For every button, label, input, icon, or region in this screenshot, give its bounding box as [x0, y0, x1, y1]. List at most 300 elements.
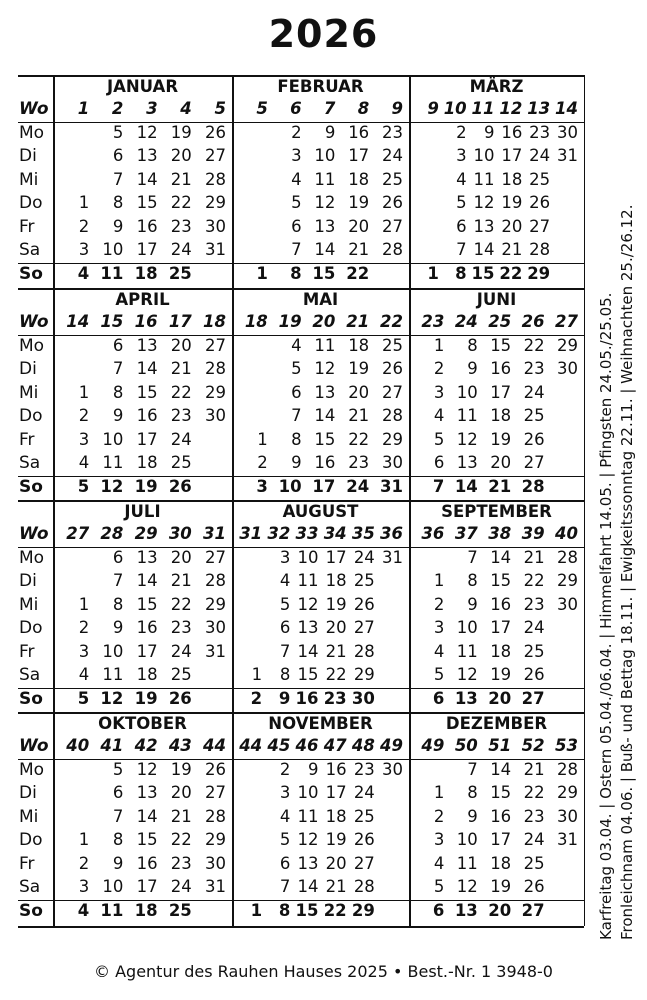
day-date: 17: [348, 146, 370, 165]
day-date: 28: [529, 240, 551, 259]
sunday-date: 11: [100, 900, 124, 920]
weekday-label: Wo: [19, 312, 49, 332]
day-date: 4: [291, 335, 302, 355]
week-number: 7: [323, 99, 336, 118]
week-number: 27: [66, 524, 90, 543]
sunday-date: 7: [432, 476, 445, 496]
day-date: 23: [170, 853, 192, 873]
sunday-date: 23: [323, 688, 347, 708]
day-date: 3: [78, 877, 90, 896]
sunday-date: 6: [432, 900, 445, 920]
week-number: 9: [427, 99, 439, 118]
week-number: 33: [295, 524, 319, 543]
day-date: 29: [204, 830, 226, 849]
sunday-date: 8: [290, 263, 302, 283]
sunday-date: 21: [488, 476, 512, 496]
day-date: 8: [279, 665, 291, 684]
day-date: 6: [112, 547, 124, 567]
weekday-label: Do: [19, 406, 43, 426]
week-number: 44: [239, 736, 263, 755]
day-date: 30: [204, 406, 226, 425]
week-number: 1: [77, 99, 90, 118]
day-date: 5: [112, 122, 124, 142]
sunday-date: 17: [312, 476, 336, 496]
day-date: 11: [456, 406, 478, 425]
sunday-date: 1: [256, 263, 268, 283]
sunday-date: 6: [432, 688, 445, 708]
week-number: 6: [290, 99, 302, 118]
day-date: 5: [279, 594, 291, 614]
sunday-date: 14: [454, 476, 478, 496]
week-number: 31: [239, 524, 263, 543]
day-date: 20: [348, 216, 370, 236]
day-date: 23: [529, 122, 551, 142]
day-date: 13: [314, 382, 336, 402]
week-number: 36: [380, 524, 403, 543]
day-date: 26: [353, 830, 375, 849]
day-date: 25: [523, 406, 545, 425]
day-date: 31: [556, 830, 578, 849]
day-date: 20: [170, 335, 192, 355]
weekday-label: Sa: [19, 877, 41, 897]
day-date: 23: [170, 618, 192, 637]
day-date: 11: [456, 641, 478, 661]
week-number: 14: [555, 99, 578, 118]
day-date: 14: [314, 240, 336, 259]
sunday-date: 4: [77, 900, 90, 920]
day-date: 25: [523, 853, 545, 873]
sunday-date: 16: [295, 688, 319, 708]
weekday-label: So: [19, 476, 43, 497]
day-date: 5: [433, 429, 445, 449]
day-date: 15: [297, 665, 319, 684]
weekday-label: Fr: [19, 216, 35, 237]
holiday-list: [596, 60, 638, 940]
day-date: 30: [556, 359, 578, 378]
day-date: 6: [291, 216, 302, 236]
day-date: 8: [112, 594, 124, 614]
day-date: 28: [556, 759, 578, 779]
week-number: 48: [351, 736, 375, 755]
day-date: 17: [490, 382, 512, 402]
day-date: 19: [170, 759, 192, 779]
week-number: 49: [421, 736, 445, 755]
day-date: 16: [314, 453, 336, 472]
day-date: 26: [381, 193, 403, 212]
day-date: 6: [291, 382, 302, 402]
day-date: 9: [112, 216, 124, 236]
sunday-date: 31: [380, 476, 403, 496]
day-date: 12: [136, 122, 158, 142]
month-name: NOVEMBER: [268, 714, 373, 733]
day-date: 23: [170, 406, 192, 425]
week-number: 31: [203, 524, 226, 543]
day-date: 25: [523, 641, 545, 661]
day-date: 31: [556, 146, 578, 165]
sunday-date: 13: [454, 688, 478, 708]
day-date: 19: [348, 359, 370, 378]
day-date: 20: [490, 453, 512, 472]
week-number: 52: [521, 736, 545, 755]
day-date: 9: [112, 618, 124, 637]
sunday-date: 1: [427, 263, 439, 283]
day-date: 24: [523, 830, 545, 849]
day-date: 10: [102, 641, 124, 661]
week-number: 53: [555, 736, 578, 755]
week-number: 46: [295, 736, 319, 755]
week-number: 8: [357, 99, 370, 118]
week-number: 27: [555, 312, 578, 331]
day-date: 22: [170, 193, 192, 212]
day-date: 27: [529, 216, 551, 236]
day-date: 30: [204, 853, 226, 873]
day-date: 14: [490, 759, 512, 779]
day-date: 28: [204, 806, 226, 826]
day-date: 29: [204, 382, 226, 402]
week-number: 4: [180, 99, 192, 118]
day-date: 25: [529, 169, 551, 189]
week-number: 18: [203, 312, 226, 331]
month-name: MÄRZ: [469, 77, 524, 96]
day-date: 29: [556, 571, 578, 590]
day-date: 15: [136, 594, 158, 614]
day-date: 10: [456, 618, 478, 637]
day-date: 23: [523, 806, 545, 826]
sunday-date: 15: [312, 263, 336, 283]
day-date: 7: [467, 547, 478, 567]
day-date: 5: [433, 877, 445, 896]
day-date: 10: [297, 547, 319, 567]
day-date: 20: [170, 146, 192, 165]
day-date: 22: [170, 382, 192, 402]
day-date: 14: [297, 877, 319, 896]
week-number: 43: [168, 736, 192, 755]
day-date: 10: [297, 783, 319, 802]
day-date: 9: [467, 806, 478, 826]
day-date: 13: [456, 453, 478, 472]
week-number: 24: [454, 312, 478, 331]
day-date: 6: [433, 453, 445, 472]
day-date: 9: [112, 853, 124, 873]
sunday-date: 24: [346, 476, 370, 496]
day-date: 4: [433, 853, 445, 873]
sunday-date: 4: [77, 263, 90, 283]
day-date: 10: [102, 240, 124, 259]
weekday-label: Wo: [19, 524, 49, 544]
week-number: 22: [380, 312, 403, 331]
day-date: 28: [556, 547, 578, 567]
weekday-label: Sa: [19, 453, 41, 473]
day-date: 27: [204, 335, 226, 355]
day-date: 29: [204, 594, 226, 614]
day-date: 8: [112, 830, 124, 849]
day-date: 22: [170, 594, 192, 614]
day-date: 8: [467, 335, 478, 355]
day-date: 28: [204, 169, 226, 189]
week-number: 10: [443, 99, 467, 118]
day-date: 31: [204, 641, 226, 661]
day-date: 10: [314, 146, 336, 165]
day-date: 20: [170, 547, 192, 567]
day-date: 17: [325, 547, 347, 567]
day-date: 2: [78, 216, 90, 236]
day-date: 18: [325, 806, 347, 826]
day-date: 27: [381, 382, 403, 402]
day-date: 24: [170, 641, 192, 661]
day-date: 26: [529, 193, 551, 212]
day-date: 21: [170, 359, 192, 378]
sunday-date: 15: [295, 900, 319, 920]
day-date: 28: [381, 406, 403, 425]
day-date: 9: [467, 594, 478, 614]
day-date: 1: [433, 783, 445, 802]
weekday-label: Mi: [19, 169, 39, 190]
day-date: 1: [78, 830, 90, 849]
week-number: 41: [100, 736, 124, 755]
sunday-date: 22: [346, 263, 370, 283]
day-date: 14: [473, 240, 495, 259]
day-date: 13: [314, 216, 336, 236]
day-date: 3: [78, 429, 90, 449]
day-date: 4: [279, 571, 291, 590]
day-date: 22: [523, 571, 545, 590]
day-date: 16: [136, 853, 158, 873]
week-number: 29: [134, 524, 158, 543]
day-date: 28: [353, 641, 375, 661]
day-date: 29: [556, 335, 578, 355]
sunday-date: 11: [100, 263, 124, 283]
day-date: 16: [136, 618, 158, 637]
day-date: 4: [78, 665, 90, 684]
day-date: 24: [353, 783, 375, 802]
day-date: 26: [353, 594, 375, 614]
day-date: 1: [433, 335, 445, 355]
sunday-date: 22: [499, 263, 523, 283]
week-number: 5: [214, 99, 226, 118]
day-date: 27: [523, 453, 545, 472]
day-date: 28: [204, 571, 226, 590]
day-date: 18: [325, 571, 347, 590]
day-date: 6: [112, 146, 124, 165]
week-number: 13: [527, 99, 551, 118]
sunday-date: 20: [488, 900, 512, 920]
weekday-label: So: [19, 688, 43, 709]
day-date: 31: [204, 877, 226, 896]
day-date: 29: [556, 783, 578, 802]
day-date: 4: [433, 406, 445, 425]
day-date: 18: [136, 665, 158, 684]
day-date: 31: [204, 240, 226, 259]
weekday-label: Do: [19, 830, 43, 850]
day-date: 12: [314, 193, 336, 212]
day-date: 12: [456, 429, 478, 449]
week-number: 34: [323, 524, 347, 543]
day-date: 23: [353, 759, 375, 779]
day-date: 21: [348, 406, 370, 425]
sunday-date: 28: [521, 476, 545, 496]
day-date: 13: [136, 547, 158, 567]
sunday-date: 27: [521, 900, 545, 920]
day-date: 16: [490, 359, 512, 378]
day-date: 19: [490, 877, 512, 896]
day-date: 7: [279, 877, 291, 896]
sunday-date: 1: [250, 900, 263, 920]
day-date: 2: [433, 806, 445, 826]
sunday-date: 15: [471, 263, 495, 283]
day-date: 26: [204, 759, 226, 779]
day-date: 18: [490, 641, 512, 661]
week-number: 9: [391, 99, 403, 118]
day-date: 22: [348, 429, 370, 449]
day-date: 7: [112, 571, 124, 590]
day-date: 30: [556, 122, 578, 142]
day-date: 2: [456, 122, 467, 142]
day-date: 30: [204, 216, 226, 236]
week-number: 17: [168, 312, 192, 331]
day-date: 11: [297, 806, 319, 826]
day-date: 13: [297, 618, 319, 637]
day-date: 21: [348, 240, 370, 259]
day-date: 26: [381, 359, 403, 378]
sunday-date: 5: [77, 688, 90, 708]
day-date: 14: [136, 571, 158, 590]
day-date: 7: [291, 406, 302, 425]
day-date: 12: [456, 877, 478, 896]
holiday-line-2: Fronleichnam 04.06. | Buß- und Bettag 18.11. | Ewigkeitssonntag 22.11. | Weihnachten 25./26.12.: [618, 204, 636, 940]
day-date: 3: [456, 146, 467, 165]
day-date: 2: [78, 618, 90, 637]
day-date: 17: [136, 429, 158, 449]
day-date: 30: [381, 453, 403, 472]
week-number: 5: [256, 99, 268, 118]
day-date: 5: [433, 665, 445, 684]
week-number: 30: [168, 524, 192, 543]
day-date: 10: [102, 877, 124, 896]
day-date: 21: [523, 759, 545, 779]
day-date: 24: [170, 877, 192, 896]
day-date: 20: [325, 618, 347, 637]
week-number: 15: [100, 312, 124, 331]
day-date: 30: [556, 594, 578, 614]
sunday-date: 26: [168, 476, 192, 496]
day-date: 13: [136, 783, 158, 802]
day-date: 19: [325, 594, 347, 614]
day-date: 30: [556, 806, 578, 826]
week-number: 44: [203, 736, 226, 755]
week-number: 40: [66, 736, 90, 755]
sunday-date: 12: [100, 476, 124, 496]
day-date: 1: [78, 193, 90, 212]
day-date: 15: [490, 571, 512, 590]
weekday-label: Di: [19, 783, 37, 803]
week-number: 38: [488, 524, 512, 543]
weekday-label: Mi: [19, 382, 39, 403]
day-date: 2: [433, 594, 445, 614]
week-number: 21: [346, 312, 370, 331]
week-number: 18: [244, 312, 268, 331]
week-number: 40: [555, 524, 578, 543]
week-number: 20: [312, 312, 336, 331]
day-date: 12: [136, 759, 158, 779]
day-date: 10: [473, 146, 495, 165]
day-date: 15: [490, 335, 512, 355]
day-date: 10: [102, 429, 124, 449]
day-date: 24: [381, 146, 403, 165]
sunday-date: 5: [77, 476, 90, 496]
sunday-date: 25: [168, 900, 192, 920]
day-date: 2: [433, 359, 445, 378]
sunday-date: 13: [454, 900, 478, 920]
day-date: 4: [433, 641, 445, 661]
month-name: FEBRUAR: [277, 77, 364, 96]
day-date: 17: [325, 783, 347, 802]
week-number: 23: [421, 312, 445, 331]
day-date: 9: [324, 122, 336, 142]
day-date: 21: [170, 571, 192, 590]
day-date: 17: [136, 240, 158, 259]
day-date: 22: [170, 830, 192, 849]
day-date: 29: [353, 665, 375, 684]
week-number: 19: [278, 312, 302, 331]
day-date: 12: [473, 193, 495, 212]
day-date: 9: [112, 406, 124, 425]
day-date: 2: [78, 406, 90, 425]
day-date: 11: [473, 169, 495, 189]
day-date: 12: [297, 830, 319, 849]
day-date: 11: [102, 453, 124, 472]
weekday-label: So: [19, 263, 43, 284]
day-date: 30: [381, 759, 403, 779]
day-date: 8: [291, 429, 302, 449]
day-date: 22: [523, 783, 545, 802]
day-date: 26: [523, 429, 545, 449]
day-date: 3: [291, 146, 302, 165]
sunday-date: 29: [351, 900, 375, 920]
sunday-date: 25: [168, 263, 192, 283]
day-date: 18: [490, 853, 512, 873]
day-date: 14: [136, 169, 158, 189]
weekday-label: Fr: [19, 641, 35, 662]
week-number: 11: [471, 99, 495, 118]
day-date: 6: [279, 618, 291, 637]
day-date: 7: [456, 240, 467, 259]
day-date: 9: [307, 759, 319, 779]
week-number: 42: [134, 736, 158, 755]
day-date: 30: [204, 618, 226, 637]
sunday-date: 9: [278, 688, 291, 708]
day-date: 24: [353, 547, 375, 567]
day-date: 15: [314, 429, 336, 449]
day-date: 15: [136, 382, 158, 402]
day-date: 25: [381, 169, 403, 189]
month-name: JUNI: [476, 290, 517, 309]
sunday-date: 8: [455, 263, 467, 283]
day-date: 6: [279, 853, 291, 873]
day-date: 24: [523, 382, 545, 402]
day-date: 25: [170, 665, 192, 684]
day-date: 27: [353, 618, 375, 637]
day-date: 20: [501, 216, 523, 236]
day-date: 13: [297, 853, 319, 873]
holiday-line-1: Karfreitag 03.04. | Ostern 05.04./06.04. | Himmelfahrt 14.05. | Pfingsten 24.05./25.05.: [597, 292, 615, 940]
sunday-date: 19: [134, 476, 158, 496]
weekday-label: Do: [19, 618, 43, 638]
week-number: 26: [521, 312, 545, 331]
day-date: 5: [279, 830, 291, 849]
day-date: 4: [456, 169, 467, 189]
day-date: 18: [490, 406, 512, 425]
day-date: 11: [102, 665, 124, 684]
